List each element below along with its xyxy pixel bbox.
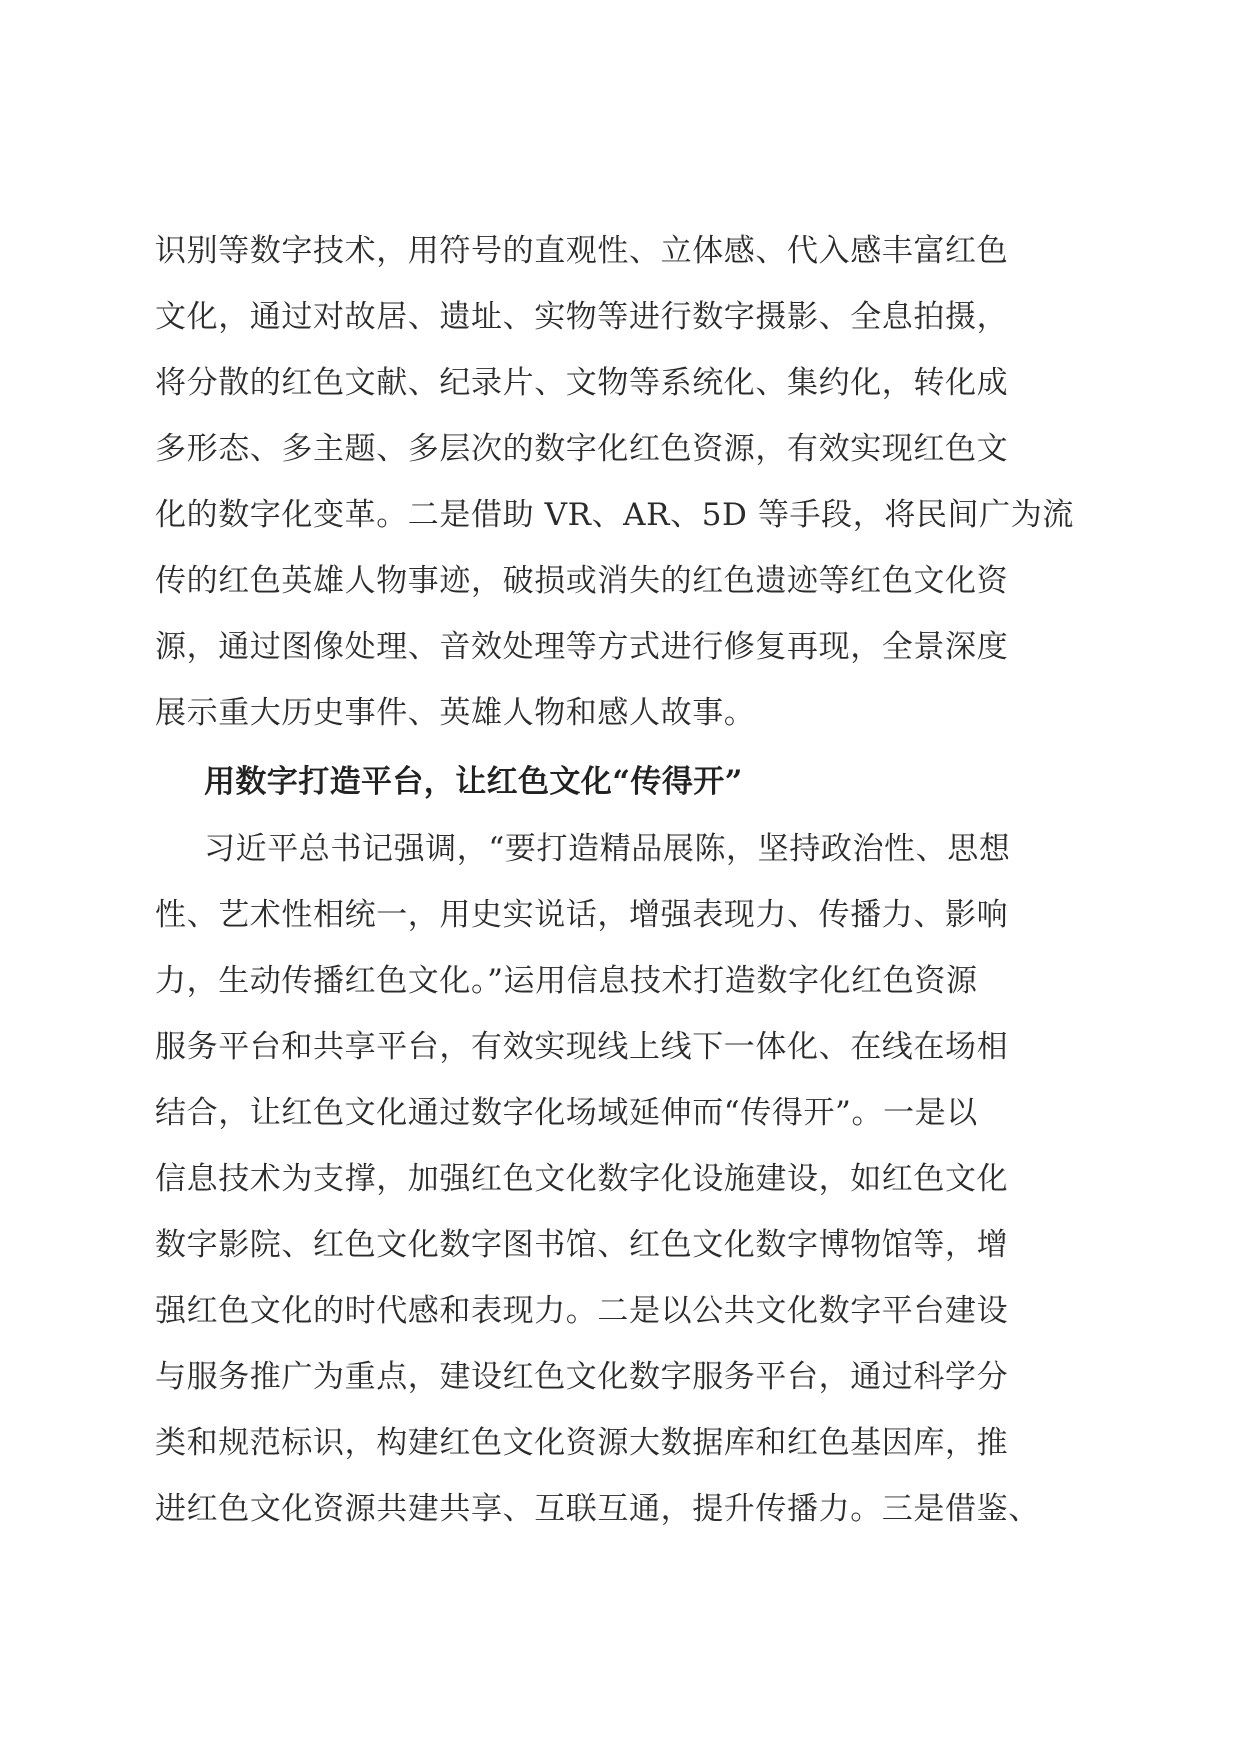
paragraph-2-line: 性、艺术性相统一，用史实说话，增强表现力、传播力、影响 (155, 897, 1009, 933)
paragraph-1-line: 化的数字化变革。二是借助 VR、AR、5D 等手段，将民间广为流 (155, 497, 1074, 533)
paragraph-2-line: 信息技术为支撑，加强红色文化数字化设施建设，如红色文化 (155, 1161, 1009, 1197)
paragraph-2-line: 结合，让红色文化通过数字化场域延伸而“传得开”。一是以 (155, 1095, 978, 1131)
paragraph-1-line: 源，通过图像处理、音效处理等方式进行修复再现，全景深度 (155, 629, 1009, 665)
document-body (155, 218, 1115, 1542)
paragraph-1-line: 传的红色英雄人物事迹，破损或消失的红色遗迹等红色文化资 (155, 563, 1009, 599)
paragraph-2-line: 习近平总书记强调，“要打造精品展陈，坚持政治性、思想 (204, 831, 1011, 867)
paragraph-2-line: 类和规范标识，构建红色文化资源大数据库和红色基因库，推 (155, 1425, 1009, 1461)
paragraph-2-line: 数字影院、红色文化数字图书馆、红色文化数字博物馆等，增 (155, 1227, 1009, 1263)
paragraph-1 (155, 218, 1115, 746)
paragraph-1-line: 将分散的红色文献、纪录片、文物等系统化、集约化，转化成 (155, 365, 1009, 401)
section-heading: 用数字打造平台，让红色文化“传得开” (204, 764, 743, 800)
paragraph-2-line: 服务平台和共享平台，有效实现线上线下一体化、在线在场相 (155, 1029, 1009, 1065)
paragraph-1-line: 文化，通过对故居、遗址、实物等进行数字摄影、全息拍摄， (155, 299, 1009, 335)
paragraph-2-line: 进红色文化资源共建共享、互联互通，提升传播力。三是借鉴、 (155, 1491, 1040, 1527)
paragraph-2-line: 力，生动传播红色文化。”运用信息技术打造数字化红色资源 (155, 963, 978, 999)
paragraph-1-line: 识别等数字技术，用符号的直观性、立体感、代入感丰富红色 (155, 233, 1009, 269)
paragraph-1-line: 多形态、多主题、多层次的数字化红色资源，有效实现红色文 (155, 431, 1009, 467)
paragraph-2-line: 与服务推广为重点，建设红色文化数字服务平台，通过科学分 (155, 1359, 1009, 1395)
paragraph-2 (155, 816, 1115, 1542)
paragraph-1-line: 展示重大历史事件、英雄人物和感人故事。 (155, 695, 756, 731)
paragraph-2-line: 强红色文化的时代感和表现力。二是以公共文化数字平台建设 (155, 1293, 1009, 1329)
